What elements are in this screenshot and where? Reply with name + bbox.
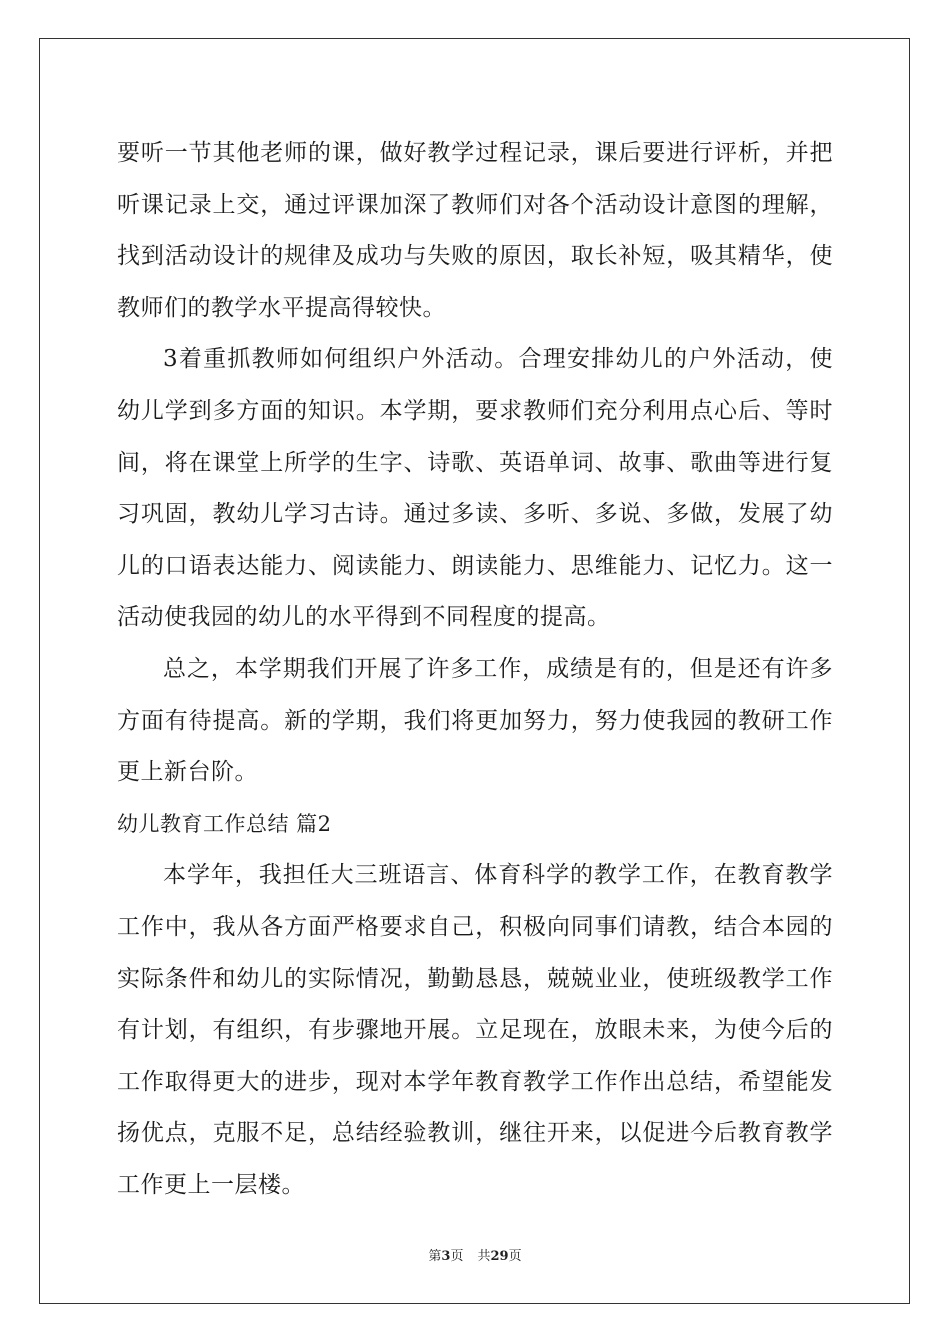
- text-line: 本学年，我担任大三班语言、体育科学的教学工作，在教育教学: [163, 862, 833, 889]
- text-line: 更上新台阶。: [117, 759, 258, 786]
- text-line: 找到活动设计的规律及成功与失败的原因，取长补短，吸其精华，使: [117, 243, 833, 270]
- page-suffix: 页: [450, 1249, 464, 1264]
- page-footer: [0, 1245, 950, 1264]
- text-line: 工作取得更大的进步，现对本学年教育教学工作作出总结，希望能发: [117, 1068, 833, 1095]
- section-heading: 幼儿教育工作总结 篇2: [117, 811, 332, 836]
- total-page-count: 29: [490, 1249, 509, 1264]
- text-line: 间，将在课堂上所学的生字、诗歌、英语单词、故事、歌曲等进行复: [117, 449, 833, 476]
- text-line: 儿的口语表达能力、阅读能力、朗读能力、思维能力、记忆力。这一: [117, 552, 833, 579]
- text-line: 习巩固，教幼儿学习古诗。通过多读、多听、多说、多做，发展了幼: [117, 501, 833, 528]
- total-suffix: 页: [508, 1249, 522, 1264]
- text-line: 实际条件和幼儿的实际情况，勤勤恳恳，兢兢业业，使班级教学工作: [117, 965, 833, 992]
- text-line: 总之，本学期我们开展了许多工作，成绩是有的，但是还有许多: [163, 655, 833, 682]
- text-line: 方面有待提高。新的学期，我们将更加努力，努力使我园的教研工作: [117, 707, 833, 734]
- text-line: 3着重抓教师如何组织户外活动。合理安排幼儿的户外活动，使: [163, 346, 833, 373]
- text-line: 要听一节其他老师的课，做好教学过程记录，课后要进行评析，并把: [117, 140, 833, 166]
- text-line: 幼儿学到多方面的知识。本学期，要求教师们充分利用点心后、等时: [117, 397, 833, 424]
- page-prefix: 第: [428, 1249, 442, 1264]
- total-prefix: 共: [477, 1249, 491, 1264]
- document-body: [117, 128, 833, 1211]
- current-page-number: 3: [441, 1249, 451, 1264]
- text-line: 扬优点，克服不足，总结经验教训，继往开来，以促进今后教育教学: [117, 1120, 833, 1147]
- text-line: 工作更上一层楼。: [117, 1171, 305, 1198]
- text-line: 教师们的教学水平提高得较快。: [117, 294, 446, 321]
- text-line: 工作中，我从各方面严格要求自己，积极向同事们请教，结合本园的: [117, 913, 833, 940]
- text-line: 活动使我园的幼儿的水平得到不同程度的提高。: [117, 604, 611, 631]
- text-line: 听课记录上交，通过评课加深了教师们对各个活动设计意图的理解，: [117, 191, 833, 218]
- text-line: 有计划，有组织，有步骤地开展。立足现在，放眼未来，为使今后的: [117, 1017, 833, 1044]
